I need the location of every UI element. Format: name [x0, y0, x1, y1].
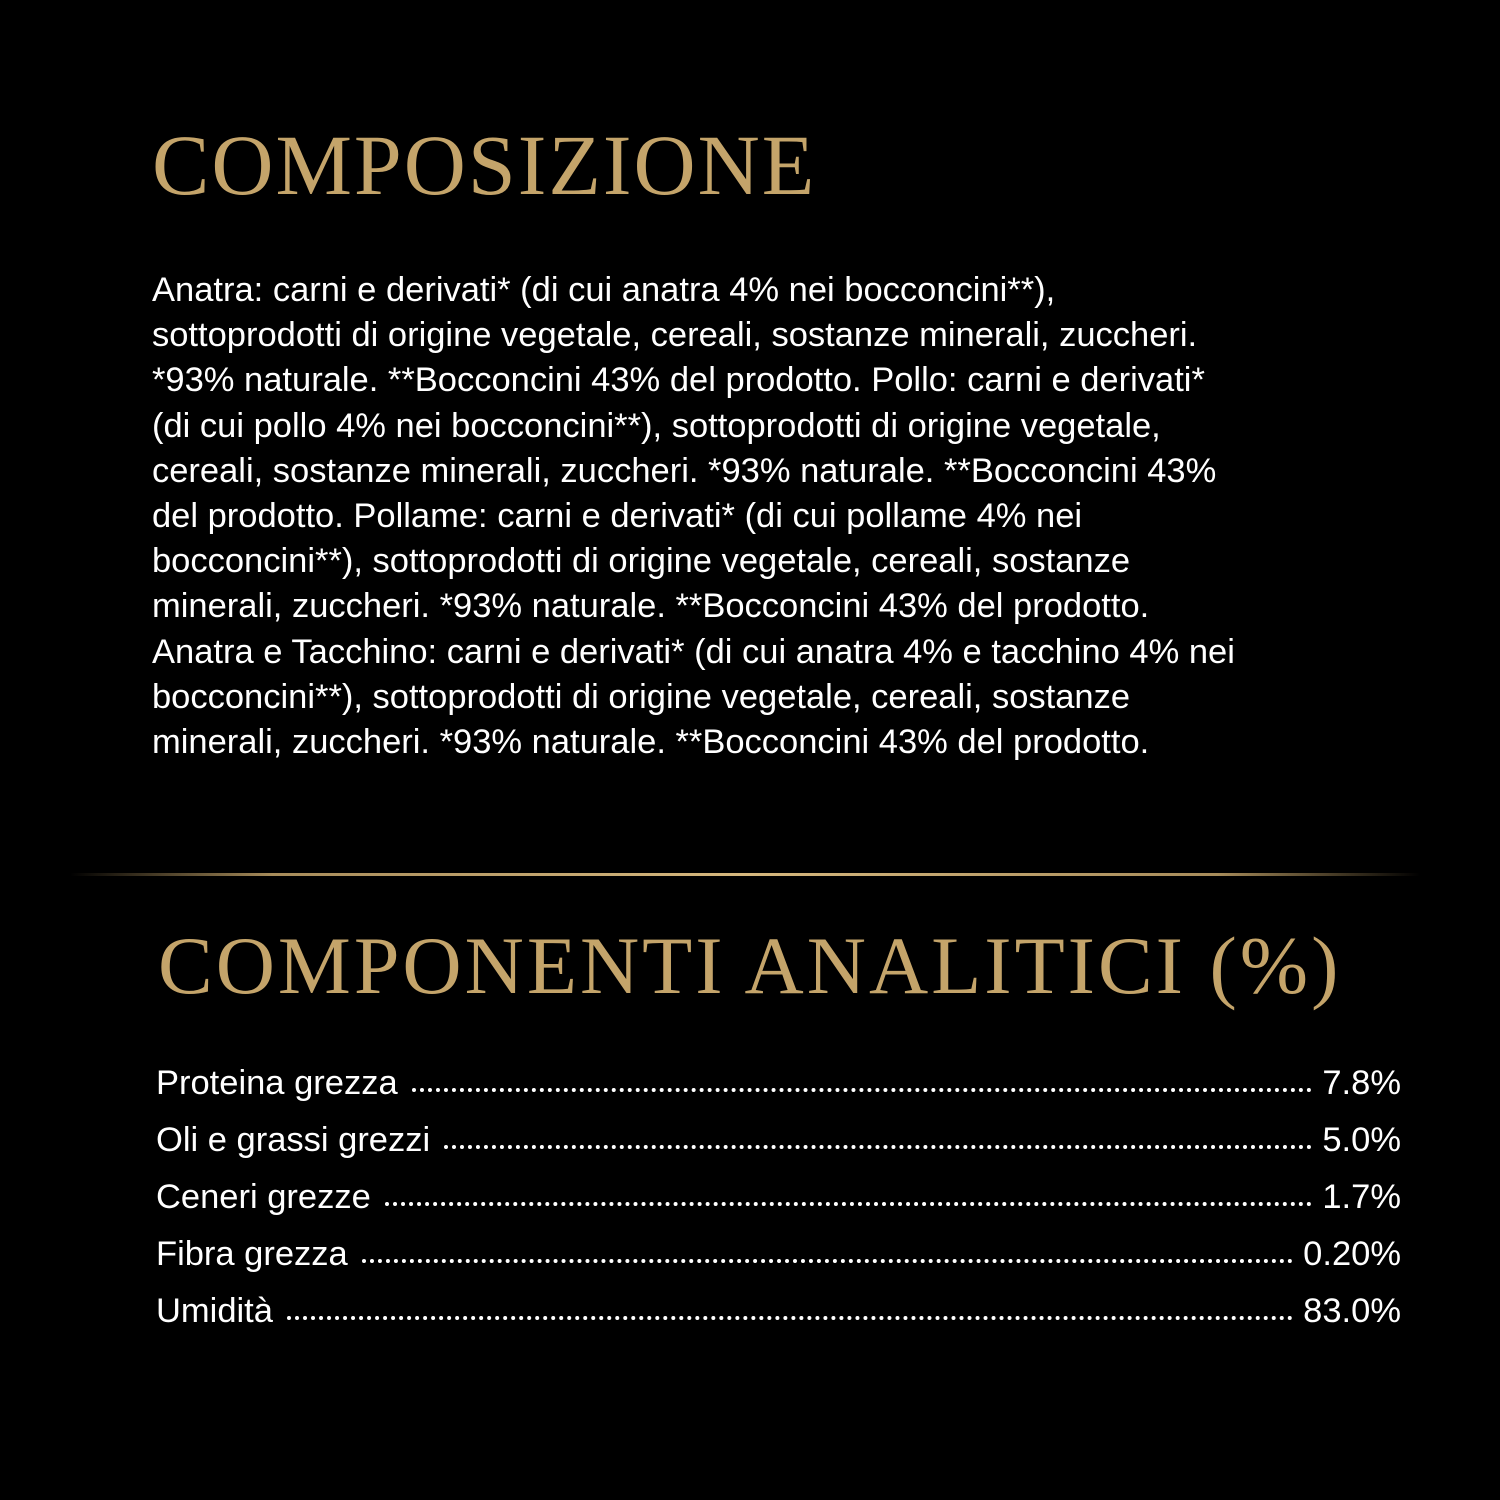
row-value: 5.0% [1322, 1121, 1401, 1159]
analytics-row-fats [156, 1112, 1401, 1169]
row-label: Oli e grassi grezzi [156, 1121, 431, 1159]
composition-line: (di cui pollo 4% nei bocconcini**), sottoprodotti di origine vegetale, [152, 406, 1161, 445]
composition-line: bocconcini**), sottoprodotti di origine vegetale, cereali, sostanze [152, 677, 1131, 716]
row-label: Umidità [156, 1292, 273, 1330]
dot-leader [362, 1259, 1293, 1263]
analytics-row-moisture [156, 1283, 1401, 1340]
composition-line: Anatra e Tacchino: carni e derivati* (di cui anatra 4% e tacchino 4% nei [152, 632, 1235, 671]
row-label: Fibra grezza [156, 1235, 348, 1273]
composition-heading: COMPOSIZIONE [152, 117, 817, 213]
analytical-components-list [156, 1055, 1401, 1340]
row-value: 83.0% [1303, 1292, 1401, 1330]
composition-line: minerali, zuccheri. *93% naturale. **Bocconcini 43% del prodotto. [152, 587, 1150, 626]
analytics-row-ash [156, 1169, 1401, 1226]
dot-leader [444, 1145, 1312, 1149]
analytics-row-fibre [156, 1226, 1401, 1283]
row-value: 0.20% [1303, 1235, 1401, 1273]
row-label: Proteina grezza [156, 1064, 398, 1102]
composition-line: minerali, zuccheri. *93% naturale. **Bocconcini 43% del prodotto. [152, 723, 1150, 762]
composition-line: *93% naturale. **Bocconcini 43% del prodotto. Pollo: carni e derivati* [152, 361, 1205, 400]
row-value: 1.7% [1322, 1178, 1401, 1216]
composition-line: Anatra: carni e derivati* (di cui anatra 4% nei bocconcini**), [152, 271, 1056, 309]
composition-line: bocconcini**), sottoprodotti di origine vegetale, cereali, sostanze [152, 542, 1131, 581]
dot-leader [412, 1088, 1313, 1092]
row-value: 7.8% [1322, 1064, 1401, 1102]
dot-leader [385, 1202, 1313, 1206]
composition-line: del prodotto. Pollame: carni e derivati* (di cui pollame 4% nei [152, 497, 1083, 536]
composition-text [152, 268, 1402, 765]
composition-line: cereali, sostanze minerali, zuccheri. *93% naturale. **Bocconcini 43% [152, 451, 1217, 490]
analytics-row-protein [156, 1055, 1401, 1112]
analytical-components-heading: COMPONENTI ANALITICI (%) [158, 920, 1342, 1011]
composition-line: sottoprodotti di origine vegetale, cereali, sostanze minerali, zuccheri. [152, 316, 1198, 355]
dot-leader [287, 1316, 1293, 1320]
row-label: Ceneri grezze [156, 1178, 371, 1216]
gold-divider [70, 873, 1420, 876]
